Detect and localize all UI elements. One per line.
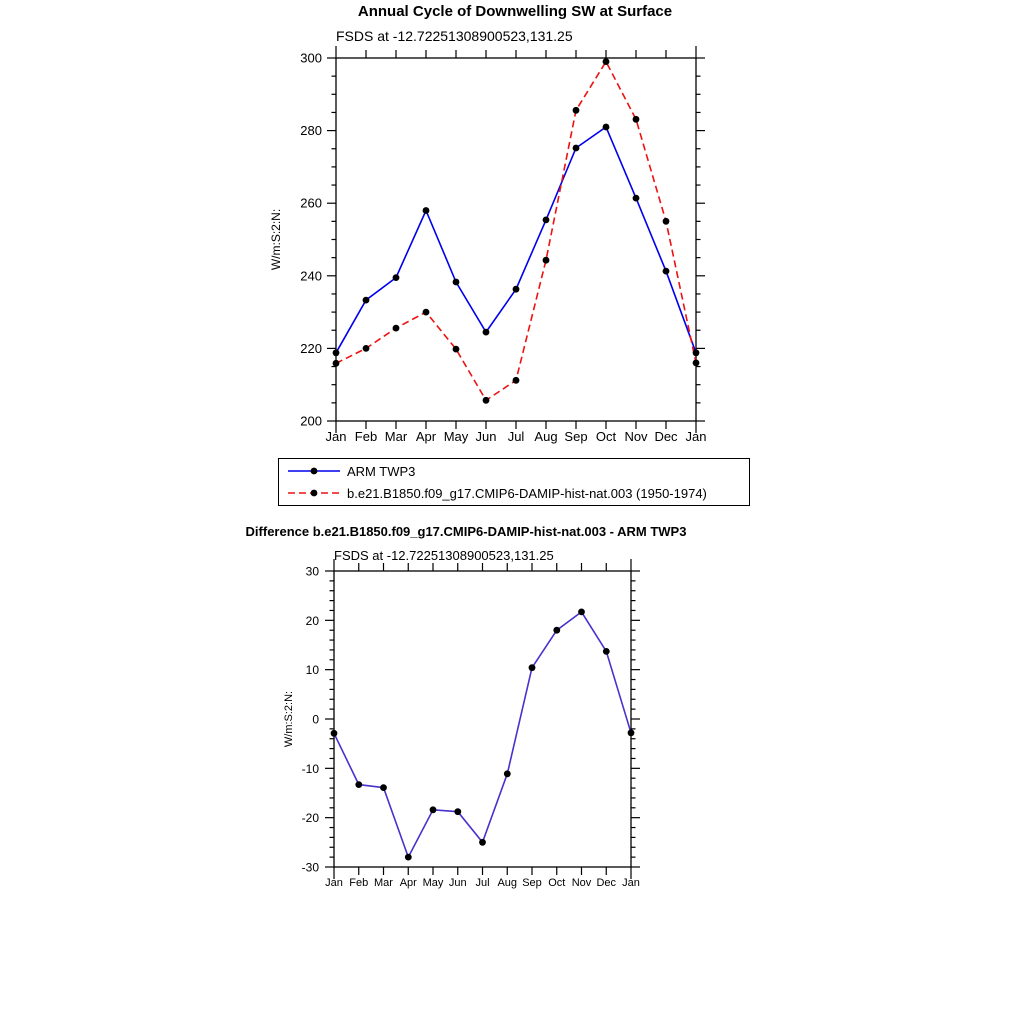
x-tick-label: Jun — [475, 429, 497, 444]
data-point-marker — [603, 58, 610, 65]
x-tick-label: Feb — [349, 877, 369, 889]
data-point-marker — [479, 839, 486, 846]
y-tick-label: 30 — [305, 564, 319, 579]
x-tick-label: Jan — [325, 429, 347, 444]
y-axis-title: W/m:S:2:N: — [283, 690, 295, 748]
y-tick-label: -30 — [301, 860, 319, 875]
x-tick-label: Jul — [507, 429, 525, 444]
data-point-marker — [603, 124, 610, 131]
data-point-marker — [513, 286, 520, 293]
x-tick-label: Apr — [399, 877, 417, 889]
data-point-marker — [543, 257, 550, 264]
data-point-marker — [405, 854, 412, 861]
data-point-marker — [633, 116, 640, 123]
data-point-marker — [628, 729, 635, 736]
diff-chart-plot — [250, 552, 680, 902]
legend-label-model: b.e21.B1850.f09_g17.CMIP6-DAMIP-hist-nat.003 (1950-1974) — [347, 485, 707, 501]
y-axis-title: W/m:S:2:N: — [269, 208, 283, 271]
x-tick-label: May — [422, 877, 444, 889]
x-tick-label: Aug — [534, 429, 558, 444]
series-line — [334, 612, 631, 857]
x-tick-label: Oct — [595, 429, 617, 444]
data-point-marker — [483, 397, 490, 404]
x-tick-label: Apr — [415, 429, 437, 444]
y-tick-label: -20 — [301, 811, 319, 826]
data-point-marker — [331, 730, 338, 737]
y-tick-label: 280 — [300, 123, 322, 139]
data-point-marker — [504, 770, 511, 777]
model-line-sample-icon — [285, 487, 343, 499]
data-point-marker — [423, 309, 430, 316]
data-point-marker — [423, 207, 430, 214]
x-tick-label: Mar — [384, 429, 408, 444]
y-tick-label: 260 — [300, 195, 322, 211]
data-point-marker — [553, 627, 560, 634]
x-tick-label: Jan — [622, 877, 640, 889]
data-point-marker — [529, 664, 536, 671]
legend-label-obs: ARM TWP3 — [347, 463, 416, 479]
data-point-marker — [380, 784, 387, 791]
data-point-marker — [573, 145, 580, 152]
top-chart-plot — [250, 45, 780, 455]
x-tick-label: Oct — [548, 877, 566, 889]
x-tick-label: Jan — [325, 877, 343, 889]
x-tick-label: Dec — [596, 877, 617, 889]
data-point-marker — [483, 329, 490, 336]
y-tick-label: 0 — [312, 712, 319, 727]
data-point-marker — [393, 274, 400, 281]
data-point-marker — [453, 279, 460, 286]
y-tick-label: 300 — [300, 50, 322, 66]
data-point-marker — [355, 781, 362, 788]
x-tick-label: Feb — [354, 429, 378, 444]
y-tick-label: 20 — [305, 613, 319, 628]
data-point-marker — [663, 218, 670, 225]
data-point-marker — [363, 297, 370, 304]
x-tick-label: Nov — [571, 877, 592, 889]
data-point-marker — [603, 648, 610, 655]
legend-box — [278, 458, 750, 506]
diff-chart-title: Difference b.e21.B1850.f09_g17.CMIP6-DAMIP-hist-nat.003 - ARM TWP3 — [245, 524, 687, 539]
data-point-marker — [543, 217, 550, 224]
x-tick-label: Sep — [522, 877, 542, 889]
data-point-marker — [693, 360, 700, 367]
plot-frame — [336, 58, 696, 421]
data-point-marker — [573, 107, 580, 114]
data-point-marker — [454, 808, 461, 815]
legend-entry-obs — [285, 460, 749, 482]
x-tick-label: Jul — [475, 877, 490, 889]
series-line — [336, 127, 696, 353]
x-tick-label: Aug — [497, 877, 518, 889]
data-point-marker — [333, 360, 340, 367]
top-chart-title: Annual Cycle of Downwelling SW at Surface — [357, 3, 673, 20]
y-tick-label: 10 — [305, 663, 319, 678]
data-point-marker — [363, 345, 370, 352]
plot-frame — [334, 571, 631, 867]
series-line — [336, 62, 696, 401]
legend-entry-model — [285, 482, 749, 504]
x-tick-label: Mar — [374, 877, 393, 889]
data-point-marker — [430, 806, 437, 813]
data-point-marker — [393, 325, 400, 332]
data-point-marker — [693, 349, 700, 356]
x-tick-label: Jan — [685, 429, 707, 444]
obs-line-sample-icon — [285, 465, 343, 477]
y-tick-label: 220 — [300, 340, 322, 356]
y-tick-label: -10 — [301, 761, 319, 776]
top-chart-subtitle: FSDS at -12.72251308900523,131.25 — [336, 28, 573, 44]
x-tick-label: Dec — [654, 429, 678, 444]
x-tick-label: Jun — [448, 877, 467, 889]
x-tick-label: Nov — [624, 429, 648, 444]
data-point-marker — [333, 349, 340, 356]
y-tick-label: 200 — [300, 413, 322, 429]
diff-chart-subtitle: FSDS at -12.72251308900523,131.25 — [334, 548, 554, 563]
data-point-marker — [453, 346, 460, 353]
data-point-marker — [578, 609, 585, 616]
x-tick-label: May — [443, 429, 469, 444]
x-tick-label: Sep — [564, 429, 588, 444]
data-point-marker — [663, 268, 670, 275]
y-tick-label: 240 — [300, 268, 322, 284]
data-point-marker — [513, 377, 520, 384]
data-point-marker — [633, 195, 640, 202]
